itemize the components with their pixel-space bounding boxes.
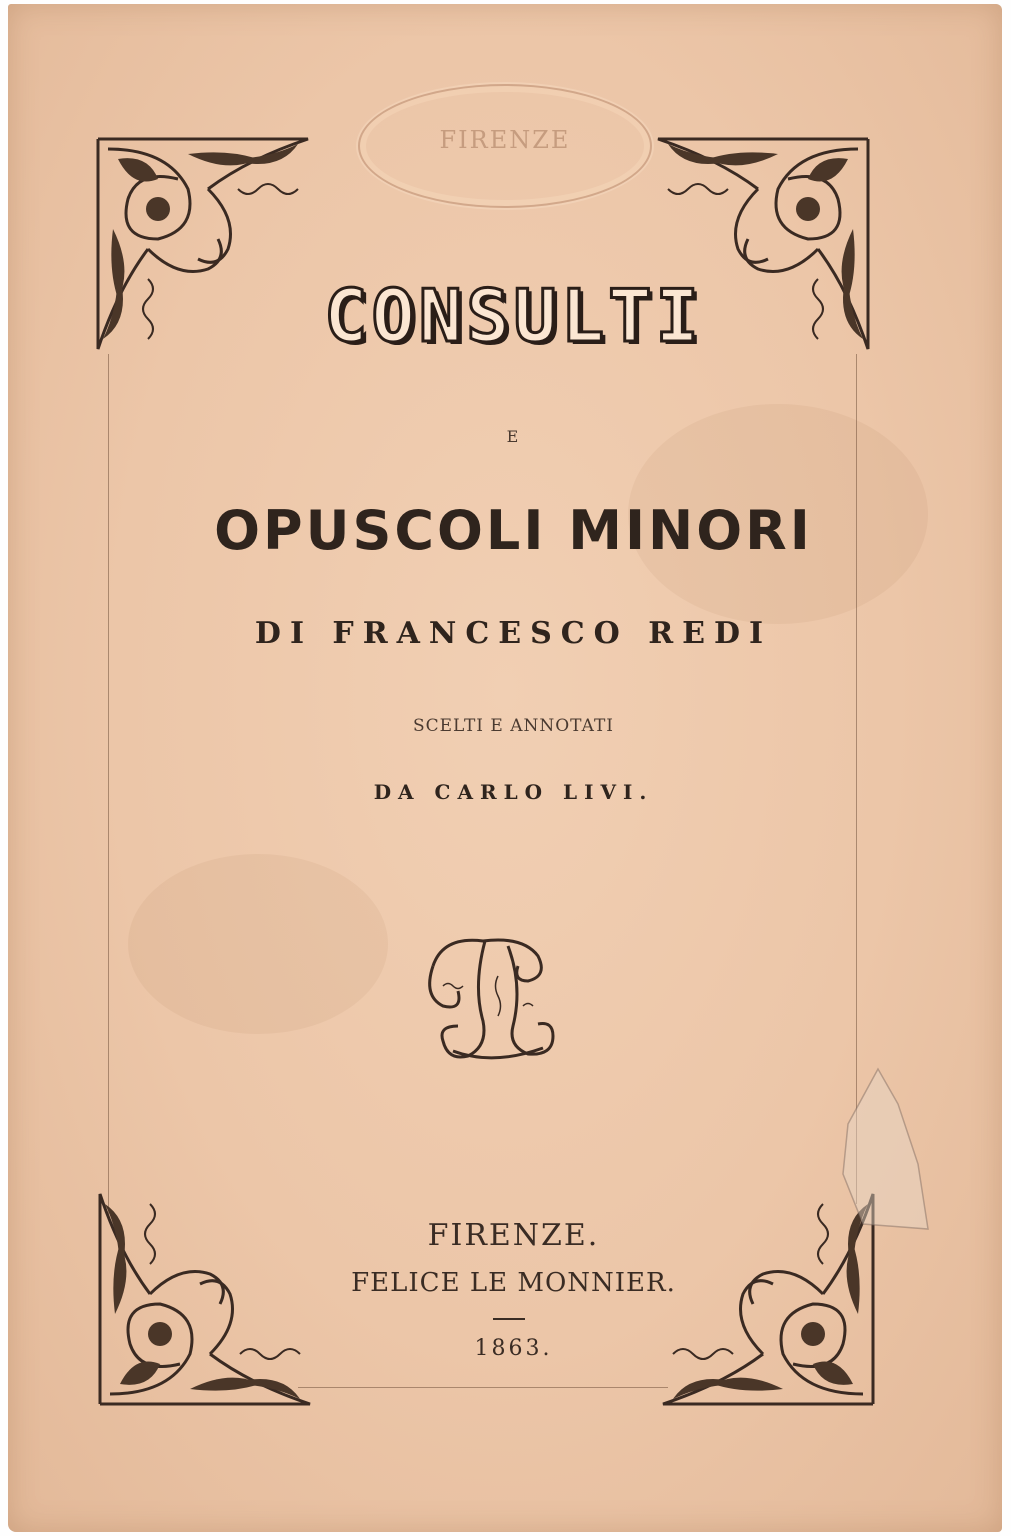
author-line: DI FRANCESCO REDI [254,616,773,651]
publisher-monogram-icon [413,926,563,1071]
imprint-city: FIRENZE. [427,1218,600,1253]
frame-line-bottom [298,1387,668,1388]
imprint-year: 1863. [474,1336,553,1361]
imprint-publisher: FELICE LE MONNIER. [351,1268,676,1298]
book-title-page [8,4,1002,1532]
imprint-divider [493,1318,525,1320]
library-stamp [358,84,652,208]
page-title: CONSULTI [324,274,703,358]
editorial-note: SCELTI E ANNOTATI [412,716,614,736]
paper-stain [128,854,388,1034]
paper-tear-mark [828,1064,938,1234]
library-stamp-text: FIRENZE [439,126,571,154]
title-conjunction: E [506,427,521,446]
page-subtitle: OPUSCOLI MINORI [214,499,813,562]
editor-line: DA CARLO LIVI. [373,780,654,804]
